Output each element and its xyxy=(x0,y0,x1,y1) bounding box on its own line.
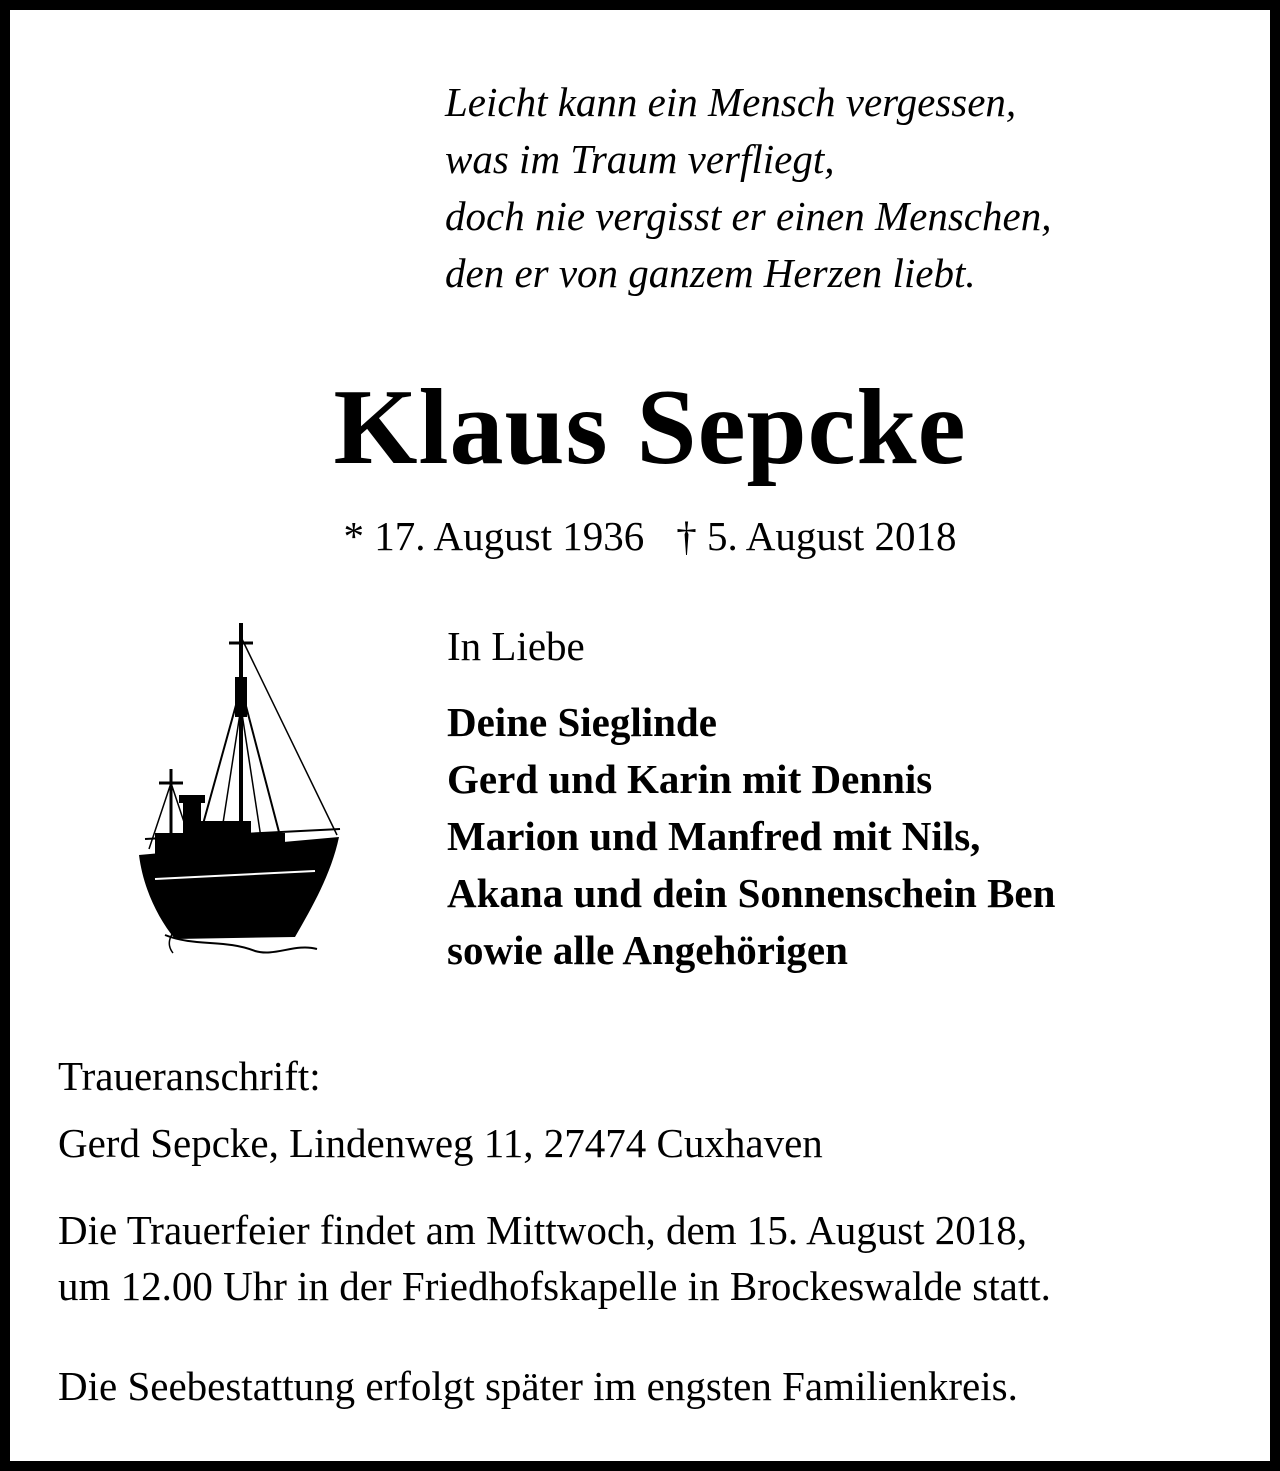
funeral-ceremony-info xyxy=(58,1202,1051,1314)
mourning-address-label: Traueranschrift: xyxy=(58,1053,321,1099)
mourning-address: Gerd Sepcke, Lindenweg 11, 27474 Cuxhaven xyxy=(58,1120,823,1166)
memorial-quote xyxy=(445,74,1051,302)
ceremony-line: Die Trauerfeier findet am Mittwoch, dem 15. August 2018, xyxy=(58,1207,1028,1253)
ceremony-line: um 12.00 Uhr in der Friedhofskapelle in Brockeswalde statt. xyxy=(58,1263,1051,1309)
quote-line: doch nie vergisst er einen Menschen, xyxy=(445,193,1052,239)
mourner-line: Akana und dein Sonnenschein Ben xyxy=(447,870,1056,916)
sea-burial-note: Die Seebestattung erfolgt später im engsten Familienkreis. xyxy=(58,1363,1018,1409)
quote-line: was im Traum verfliegt, xyxy=(445,136,835,182)
in-love-intro: In Liebe xyxy=(447,623,585,669)
birth-date: * 17. August 1936 xyxy=(343,513,645,559)
quote-line: den er von ganzem Herzen liebt. xyxy=(445,250,976,296)
quote-line: Leicht kann ein Mensch vergessen, xyxy=(445,79,1017,125)
mourner-line: Gerd und Karin mit Dennis xyxy=(447,756,933,802)
ship-illustration-icon xyxy=(135,617,345,959)
mourner-line: sowie alle Angehörigen xyxy=(447,927,848,973)
mourner-list xyxy=(447,694,1055,979)
mourner-line: Deine Sieglinde xyxy=(447,699,717,745)
deceased-name: Klaus Sepcke xyxy=(333,368,967,487)
mourner-line: Marion und Manfred mit Nils, xyxy=(447,813,981,859)
death-date: † 5. August 2018 xyxy=(676,513,957,559)
life-dates xyxy=(10,508,1280,564)
